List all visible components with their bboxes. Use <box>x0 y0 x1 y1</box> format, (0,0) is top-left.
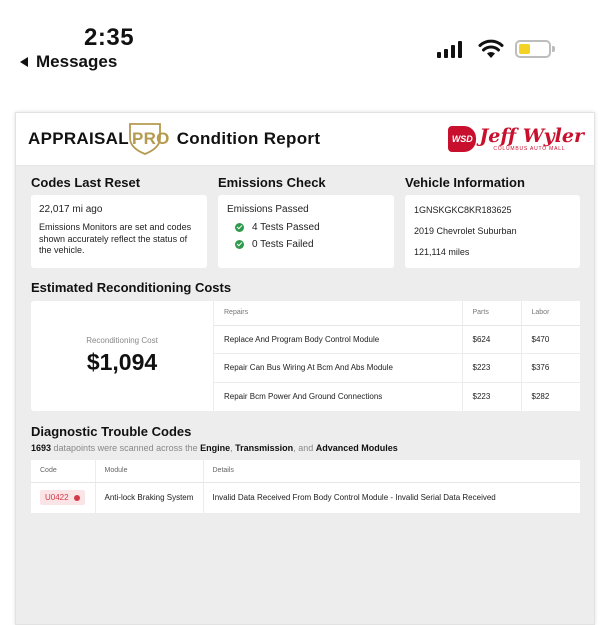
table-row <box>214 382 580 411</box>
reconditioning-cost-value: $1,094 <box>86 349 158 375</box>
dealer-subtitle: COLUMBUS AUTO MALL <box>493 146 566 152</box>
table-row <box>214 325 580 354</box>
trouble-code-module: Anti-lock Braking System <box>95 482 203 513</box>
wifi-icon <box>478 38 504 60</box>
column-header-code: Code <box>31 460 95 482</box>
trouble-code-badge[interactable]: U0422 <box>40 490 85 505</box>
codes-last-reset-card <box>31 195 207 268</box>
repair-labor-cost: $470 <box>521 325 580 354</box>
vehicle-information-card <box>405 195 580 268</box>
transmission-label: Transmission <box>235 443 294 453</box>
cellular-signal-icon <box>437 40 462 58</box>
reconditioning-title: Estimated Reconditioning Costs <box>31 280 232 295</box>
vehicle-vin: 1GNSKGKC8KR183625 <box>414 205 512 215</box>
reconditioning-cost-label: Reconditioning Cost <box>86 336 158 345</box>
report-title: Condition Report <box>176 129 321 148</box>
codes-last-reset-title: Codes Last Reset <box>31 175 141 190</box>
repair-name: Replace And Program Body Control Module <box>214 325 462 354</box>
vehicle-mileage: 121,114 miles <box>414 247 470 257</box>
column-header-labor: Labor <box>521 301 580 325</box>
back-label: Messages <box>36 52 118 71</box>
vehicle-model: 2019 Chevrolet Suburban <box>414 226 517 236</box>
repair-labor-cost: $376 <box>521 354 580 383</box>
diagnostics-summary: 1693 datapoints were scanned across the Engine, Transmission, and Advanced Modules <box>31 443 398 453</box>
tests-passed-row <box>235 222 385 233</box>
codes-reset-description: Emissions Monitors are set and codes shown accurately reflect the status of the vehicle. <box>39 222 192 255</box>
repair-name: Repair Can Bus Wiring At Bcm And Abs Module <box>214 354 462 383</box>
back-arrow-icon <box>20 57 28 67</box>
column-header-repairs: Repairs <box>214 301 462 325</box>
battery-level <box>519 44 530 54</box>
report-header <box>16 113 594 166</box>
trouble-codes-table <box>31 460 580 513</box>
emissions-check-card <box>218 195 394 268</box>
trouble-codes-header-row <box>31 460 580 482</box>
datapoint-count: 1693 <box>31 443 52 453</box>
trouble-code-details: Invalid Data Received From Body Control Module - Invalid Serial Data Received <box>203 482 580 513</box>
brand-appraisal: APPRAISAL <box>28 129 129 148</box>
column-header-parts: Parts <box>462 301 521 325</box>
status-bar <box>0 0 610 80</box>
codes-reset-mileage: 22,017 mi ago <box>39 204 103 215</box>
dealer-logo <box>448 126 584 152</box>
alert-icon <box>74 495 80 501</box>
column-header-module: Module <box>95 460 203 482</box>
vehicle-information-title: Vehicle Information <box>405 175 525 190</box>
repair-parts-cost: $223 <box>462 382 521 411</box>
clock: 2:35 <box>84 24 135 51</box>
back-to-messages-button[interactable] <box>20 52 117 72</box>
column-header-details: Details <box>203 460 580 482</box>
check-circle-icon <box>235 240 244 249</box>
repairs-header-row <box>214 301 580 325</box>
appraisal-pro-logo <box>28 129 320 149</box>
repair-parts-cost: $624 <box>462 325 521 354</box>
condition-report <box>15 112 595 625</box>
battery-icon <box>515 40 551 58</box>
tests-failed: 0 Tests Failed <box>252 239 314 250</box>
brand-pro: PRO <box>129 129 173 149</box>
tests-passed: 4 Tests Passed <box>252 222 320 233</box>
emissions-status: Emissions Passed <box>227 204 309 215</box>
check-circle-icon <box>235 223 244 232</box>
emissions-check-title: Emissions Check <box>218 175 326 190</box>
engine-label: Engine <box>200 443 231 453</box>
tests-failed-row <box>235 239 385 250</box>
table-row <box>214 354 580 383</box>
diagnostics-title: Diagnostic Trouble Codes <box>31 424 192 439</box>
repairs-table <box>214 301 580 411</box>
repair-name: Repair Bcm Power And Ground Connections <box>224 392 383 401</box>
advanced-modules-label: Advanced Modules <box>315 443 398 453</box>
table-row <box>31 482 580 513</box>
dealer-name: Jeff Wyler <box>479 125 584 147</box>
dealer-badge: WSD <box>448 126 476 152</box>
repair-labor-cost: $282 <box>521 382 580 411</box>
trouble-code-cell <box>31 482 95 513</box>
reconditioning-summary <box>31 301 213 411</box>
repair-parts-cost: $223 <box>462 354 521 383</box>
